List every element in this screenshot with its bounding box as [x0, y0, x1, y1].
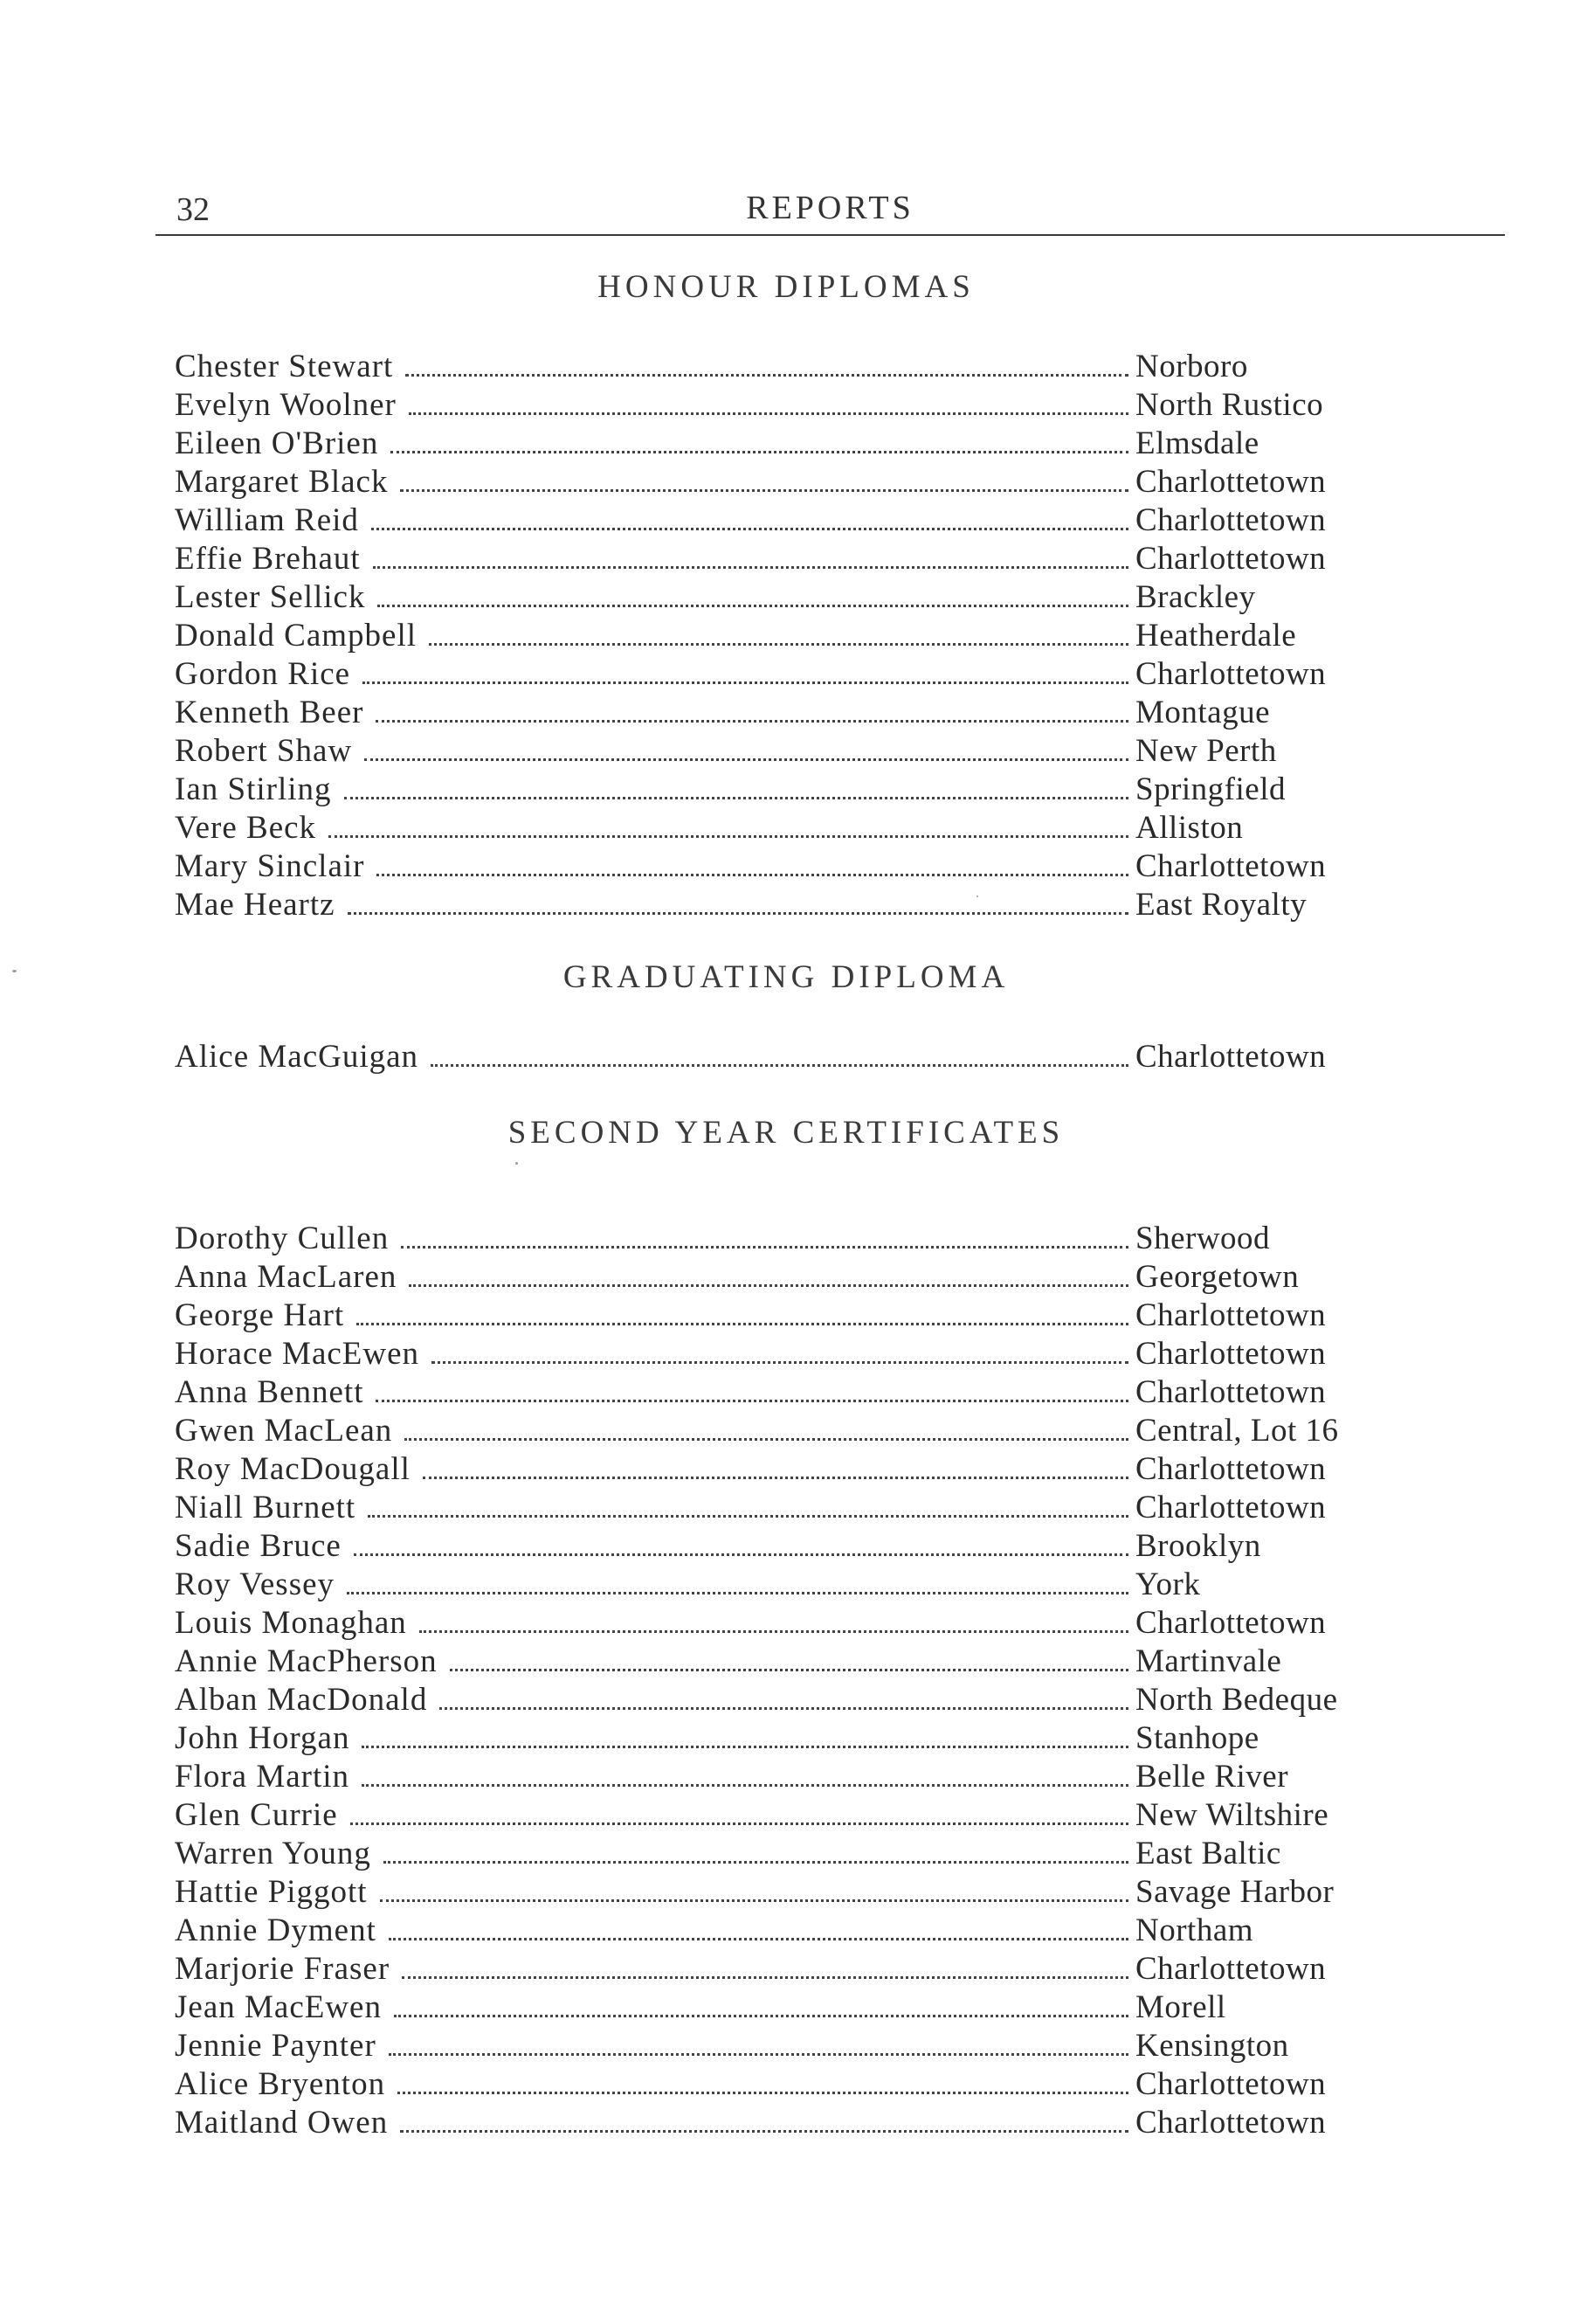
entry-place: New Perth [1135, 733, 1277, 769]
entry-place: Belle River [1135, 1759, 1289, 1795]
entry-place: Norboro [1135, 349, 1248, 384]
entry-name: George Hart [175, 1297, 345, 1333]
list-item [175, 1038, 1397, 1076]
dot-leader [373, 566, 1128, 569]
entry-place: Charlottetown [1135, 1490, 1327, 1525]
entry-name: Roy Vessey [175, 1567, 335, 1602]
dot-leader [371, 528, 1128, 530]
list-item [175, 1373, 1397, 1412]
entry-name: Lester Sellick [175, 579, 366, 615]
entry-place: York [1135, 1567, 1201, 1602]
entry-place: Charlottetown [1135, 502, 1327, 538]
honour-diplomas-section [175, 262, 1397, 924]
entry-place: Charlottetown [1135, 2105, 1327, 2141]
list-item [175, 1527, 1397, 1566]
entry-place: Charlottetown [1135, 1374, 1327, 1410]
list-item [175, 886, 1397, 924]
dot-leader [368, 1515, 1128, 1518]
entry-place: Central, Lot 16 [1135, 1413, 1339, 1449]
dot-leader [380, 1899, 1128, 1902]
dot-leader [394, 2015, 1128, 2017]
dot-leader [348, 912, 1128, 915]
entry-place: Springfield [1135, 771, 1286, 807]
list-item [175, 1566, 1397, 1604]
entry-place: Sherwood [1135, 1221, 1271, 1256]
section-title: HONOUR DIPLOMAS [597, 269, 975, 305]
list-item [175, 732, 1397, 771]
entry-place: Charlottetown [1135, 1297, 1327, 1333]
list-item [175, 1335, 1397, 1373]
dot-leader [377, 605, 1128, 607]
entry-name: Mary Sinclair [175, 848, 365, 884]
honour-diplomas-list [175, 348, 1397, 924]
dot-leader [431, 1064, 1128, 1067]
list-item [175, 655, 1397, 694]
list-item [175, 1412, 1397, 1450]
list-item [175, 1835, 1397, 1873]
entry-name: Alice Bryenton [175, 2066, 386, 2102]
entry-name: Anna Bennett [175, 1374, 364, 1410]
entry-name: Roy MacDougall [175, 1451, 411, 1487]
entry-name: Jennie Paynter [175, 2028, 376, 2064]
entry-place: New Wiltshire [1135, 1797, 1329, 1833]
dot-leader [350, 1823, 1128, 1825]
entry-place: Georgetown [1135, 1259, 1300, 1295]
entry-place: Charlottetown [1135, 1336, 1327, 1372]
section-title: SECOND YEAR CERTIFICATES [507, 1115, 1065, 1151]
entry-place: Northam [1135, 1912, 1254, 1948]
list-item [175, 348, 1397, 386]
entry-name: Hattie Piggott [175, 1874, 368, 1910]
list-item [175, 809, 1397, 847]
entry-name: Dorothy Cullen [175, 1221, 390, 1256]
list-item [175, 540, 1397, 578]
entry-place: North Bedeque [1135, 1682, 1338, 1718]
dot-leader [401, 1246, 1128, 1248]
list-item [175, 1912, 1397, 1950]
entry-name: Louis Monaghan [175, 1605, 407, 1641]
entry-name: Effie Brehaut [175, 541, 361, 577]
list-item [175, 1220, 1397, 1258]
list-item [175, 694, 1397, 732]
entry-name: Jean MacEwen [175, 1989, 382, 2025]
dot-leader [362, 1784, 1128, 1787]
entry-place: Charlottetown [1135, 1039, 1327, 1075]
entry-name: William Reid [175, 502, 359, 538]
entry-name: Horace MacEwen [175, 1336, 420, 1372]
second-year-certificates-list [175, 1220, 1397, 2142]
list-item [175, 1489, 1397, 1527]
dot-leader [354, 1553, 1128, 1556]
list-item [175, 501, 1397, 540]
dot-leader [450, 1669, 1128, 1671]
list-item [175, 1873, 1397, 1912]
dot-leader [397, 2092, 1128, 2094]
dot-leader [389, 2053, 1128, 2056]
entry-place: Charlottetown [1135, 541, 1327, 577]
entry-name: Eileen O'Brien [175, 425, 379, 461]
list-item [175, 386, 1397, 425]
entry-place: Charlottetown [1135, 1951, 1327, 1987]
entry-place: Brooklyn [1135, 1528, 1261, 1564]
dot-leader [404, 1438, 1128, 1441]
entry-name: Annie MacPherson [175, 1643, 438, 1679]
list-item [175, 1258, 1397, 1297]
entry-name: Marjorie Fraser [175, 1951, 390, 1987]
graduating-diploma-list [175, 1038, 1397, 1076]
dot-leader [362, 1746, 1128, 1748]
entry-name: Mae Heartz [175, 887, 335, 923]
list-item [175, 1297, 1397, 1335]
dot-leader [347, 1592, 1128, 1594]
dot-leader [376, 1400, 1128, 1402]
entry-name: John Horgan [175, 1720, 350, 1756]
entry-place: Savage Harbor [1135, 1874, 1335, 1910]
list-item [175, 463, 1397, 501]
list-item [175, 578, 1397, 617]
entry-name: Gwen MacLean [175, 1413, 393, 1449]
entry-place: North Rustico [1135, 387, 1324, 423]
entry-name: Warren Young [175, 1836, 371, 1871]
entry-place: Stanhope [1135, 1720, 1259, 1756]
entry-name: Ian Stirling [175, 771, 332, 807]
entry-place: Morell [1135, 1989, 1226, 2025]
entry-name: Annie Dyment [175, 1912, 376, 1948]
page-header [155, 185, 1505, 236]
list-item [175, 1719, 1397, 1758]
entry-name: Flora Martin [175, 1759, 350, 1795]
list-item [175, 1681, 1397, 1719]
list-item [175, 2027, 1397, 2065]
entry-name: Robert Shaw [175, 733, 353, 769]
dot-leader [390, 451, 1128, 453]
dot-leader [376, 874, 1128, 876]
entry-place: Charlottetown [1135, 656, 1327, 692]
dot-leader [400, 2130, 1128, 2133]
section-title: GRADUATING DIPLOMA [562, 959, 1010, 995]
entry-place: Charlottetown [1135, 1605, 1327, 1641]
entry-name: Gordon Rice [175, 656, 351, 692]
entry-place: East Baltic [1135, 1836, 1281, 1871]
entry-place: Kensington [1135, 2028, 1289, 2064]
entry-place: Charlottetown [1135, 2066, 1327, 2102]
dot-leader [423, 1477, 1128, 1479]
entry-place: Alliston [1135, 810, 1244, 846]
dot-leader [429, 643, 1128, 646]
entry-name: Maitland Owen [175, 2105, 389, 2141]
entry-name: Chester Stewart [175, 349, 394, 384]
page-number: 32 [176, 191, 210, 228]
list-item [175, 2065, 1397, 2104]
list-item [175, 1989, 1397, 2027]
dot-leader [383, 1861, 1128, 1864]
dot-leader [409, 1284, 1128, 1287]
entry-name: Glen Currie [175, 1797, 338, 1833]
entry-name: Anna MacLaren [175, 1259, 397, 1295]
list-item [175, 771, 1397, 809]
entry-place: Martinvale [1135, 1643, 1282, 1679]
entry-name: Niall Burnett [175, 1490, 356, 1525]
list-item [175, 1450, 1397, 1489]
entry-name: Evelyn Woolner [175, 387, 397, 423]
entry-name: Margaret Black [175, 464, 389, 500]
dot-leader [344, 797, 1128, 799]
entry-name: Alban MacDonald [175, 1682, 428, 1718]
entry-name: Donald Campbell [175, 618, 417, 654]
entry-place: Elmsdale [1135, 425, 1259, 461]
dot-leader [431, 1361, 1128, 1364]
dot-leader [409, 412, 1128, 415]
list-item [175, 1950, 1397, 1989]
dot-leader [389, 1938, 1128, 1940]
dot-leader [376, 720, 1128, 723]
dot-leader [439, 1707, 1128, 1710]
list-item [175, 1758, 1397, 1796]
dot-leader [402, 1976, 1128, 1979]
dot-leader [364, 758, 1128, 761]
list-item [175, 2104, 1397, 2142]
dot-leader [328, 835, 1128, 838]
dot-leader [419, 1630, 1128, 1633]
entry-name: Alice MacGuigan [175, 1039, 419, 1075]
dot-leader [356, 1323, 1128, 1325]
entry-name: Vere Beck [175, 810, 317, 846]
list-item [175, 847, 1397, 886]
entry-place: Montague [1135, 695, 1271, 730]
list-item [175, 1796, 1397, 1835]
entry-place: Heatherdale [1135, 618, 1297, 654]
dot-leader [405, 374, 1128, 377]
list-item [175, 425, 1397, 463]
entry-place: Charlottetown [1135, 464, 1327, 500]
list-item [175, 617, 1397, 655]
running-head: REPORTS [746, 190, 914, 226]
entry-place: East Royalty [1135, 887, 1308, 923]
dot-leader [400, 489, 1128, 492]
list-item [175, 1604, 1397, 1643]
second-year-certificates-section [175, 1108, 1397, 2142]
dot-leader [362, 681, 1128, 684]
entry-name: Kenneth Beer [175, 695, 364, 730]
entry-place: Brackley [1135, 579, 1256, 615]
graduating-diploma-section [175, 952, 1397, 1076]
entry-place: Charlottetown [1135, 848, 1327, 884]
entry-place: Charlottetown [1135, 1451, 1327, 1487]
list-item [175, 1643, 1397, 1681]
entry-name: Sadie Bruce [175, 1528, 342, 1564]
